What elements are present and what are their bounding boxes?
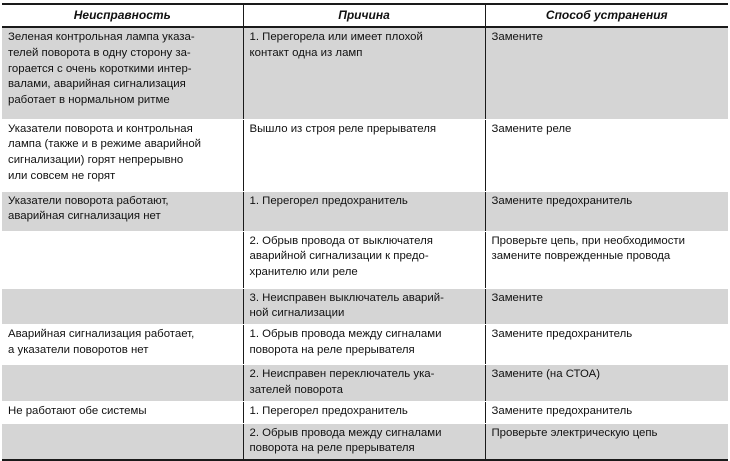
fault-cell: Указатели поворота и контрольная лампа (также и в режиме аварийной сигнализации) горят непрерывно или совсем не горят — [2, 119, 243, 191]
remedy-cell: Замените предохранитель — [485, 191, 728, 231]
remedy-cell: Проверьте цепь, при необходимости замените поврежденные провода — [485, 231, 728, 288]
fault-cell — [2, 365, 243, 402]
cause-cell: 1. Перегорел предохранитель — [243, 191, 485, 231]
remedy-cell: Замените реле — [485, 119, 728, 191]
table-row — [2, 119, 728, 191]
table-row — [2, 325, 728, 365]
fault-cell: Не работают обе системы — [2, 401, 243, 423]
table-row — [2, 365, 728, 402]
fault-cell — [2, 231, 243, 288]
cause-cell: Вышло из строя реле прерывателя — [243, 119, 485, 191]
table-row — [2, 288, 728, 325]
cause-cell: 2. Неисправен переключатель ука- зателей поворота — [243, 365, 485, 402]
fault-cell: Зеленая контрольная лампа указа- телей поворота в одну сторону за- горается с очень короткими интер- валами, аварийная сигнализация работает в нормальном ритме — [2, 27, 243, 119]
column-header-remedy: Способ устранения — [485, 4, 728, 27]
remedy-cell: Замените — [485, 27, 728, 119]
table-row — [2, 27, 728, 119]
header-row — [2, 4, 728, 27]
fault-cell: Указатели поворота работают, аварийная сигнализация нет — [2, 191, 243, 231]
cause-cell: 1. Перегорела или имеет плохой контакт одна из ламп — [243, 27, 485, 119]
remedy-cell: Замените предохранитель — [485, 401, 728, 423]
column-header-fault: Неисправность — [2, 4, 243, 27]
table-row — [2, 231, 728, 288]
table-row — [2, 191, 728, 231]
remedy-cell: Проверьте электрическую цепь — [485, 423, 728, 460]
remedy-cell: Замените предохранитель — [485, 325, 728, 365]
troubleshooting-table — [2, 3, 728, 461]
cause-cell: 1. Обрыв провода между сигналами поворота на реле прерывателя — [243, 325, 485, 365]
fault-cell: Аварийная сигнализация работает, а указатели поворотов нет — [2, 325, 243, 365]
fault-cell — [2, 423, 243, 460]
cause-cell: 1. Перегорел предохранитель — [243, 401, 485, 423]
table-row — [2, 401, 728, 423]
cause-cell: 2. Обрыв провода между сигналами поворота на реле прерывателя — [243, 423, 485, 460]
cause-cell: 3. Неисправен выключатель аварий- ной сигнализации — [243, 288, 485, 325]
table-row — [2, 423, 728, 460]
cause-cell: 2. Обрыв провода от выключателя аварийной сигнализации к предо- хранителю или реле — [243, 231, 485, 288]
fault-cell — [2, 288, 243, 325]
remedy-cell: Замените — [485, 288, 728, 325]
remedy-cell: Замените (на СТОА) — [485, 365, 728, 402]
column-header-cause: Причина — [243, 4, 485, 27]
